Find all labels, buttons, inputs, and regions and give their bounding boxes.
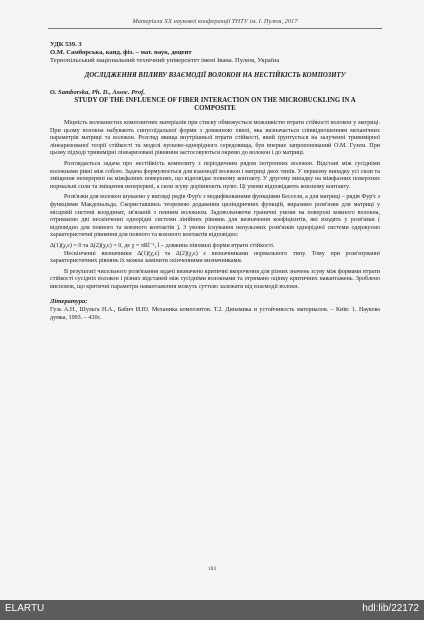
- repository-name: ELARTU: [5, 603, 45, 614]
- running-header: Матеріали XX наукової конференції ТНТУ ім. І. Пулюя, 2017: [48, 18, 382, 29]
- characteristic-equations: Δ(1)(χ,ε) = 0 та Δ(2)(χ,ε) = 0, де χ = πRl⁻¹, l – довжина півхвилі форми втрати стійкості.: [50, 242, 275, 249]
- handle-identifier: hdl:lib/22172: [362, 603, 419, 614]
- paragraph-3: Розв'язки для волокон шукаємо у вигляді рядів Фур'є з модифікованими функціями Бесселя, а для матриці – рядів Фур'є з функціями Макдональда. Скориставшись теоремою додавання циліндричних функцій, виразимо розв'язки для матриці у місцевій системі координат, зв'язаній з певним волокном. Задовольняючи граничні умови на поверхні кожного волокна, отримаємо дві нескінченні однорідні системи лінійних рівнянь для визначення коефіцієнтів, які входять у розв'язки ( відповідно для повного та ковзного контактів ). З умови існування ненульових розв'язків однорідної системи одержуємо характеристичні рівняння для повного та ковзного контактів відповідно:: [50, 194, 380, 239]
- paragraph-5: В результаті чисельного розв'язання задачі визначено критичні вкорочення для різних значень зсуву між формами втрати стійкості сусідніх волокон і різних відстаней між сусідніми волокнами та отримано оцінку критичних навантажень. Зроблено висновок, що критичні параметри навантаження можуть суттєво залежати від взаємодії волокн.: [50, 268, 380, 290]
- udc-code: УДК 539. 3: [50, 41, 82, 48]
- title-ukrainian: ДОСЛІДЖЕННЯ ВПЛИВУ ВЗАЄМОДІЇ ВОЛОКОН НА НЕСТІЙКІСТЬ КОМПОЗИТУ: [84, 72, 346, 79]
- paragraph-1: Міцність волокнистих композитних матеріалів при стиску обмежується можливістю втрати стійкості волокон у матриці. При цьому волокна набувають синусоїдальної форми з довжиною хвилі, яка визначається співвідношенням механічних параметрів матриці та волокон. Розгляд явища внутрішньої втрати стійкості, який ґрунтується на залученні тривимірної лінеаризованої теорії стійкості та моделі кусково-однорідного середовища, був вперше запропонований О.М. Гузем. При цьому підході тривимірні лінеаризовані рівняння застосовуються окремо до волокон і до матриці.: [50, 120, 380, 157]
- author-line: О.М. Самборська, канд. фіз. – мат. наук, доцент: [50, 49, 192, 56]
- page-number: 183: [207, 566, 217, 572]
- literature-item: Гузь А.Н., Шульга Н.А., Бабич И.Ю. Механика композитов. Т.2. Динамика и устойчивость материалов. – Київ: 1. Наукова думка, 1993. – 430с.: [50, 307, 380, 322]
- repository-footer: [0, 600, 424, 620]
- affiliation: Тернопільський національний технічний університет імені Івана. Пулюя, Україна: [50, 57, 280, 64]
- paragraph-2: Розглядається задача про нестійкість композиту з періодичним рядом ізотропних волокон. Відстані між сусідніми волокнами рівні між собою. Задача формулюється для взаємодії волокон і матриці двох типів. У першому випадку усі сили та зміщення неперервні на міжфазних поверхнях, що відповідає повному контакту. У другому випадку на міжфазних поверхнях нормальні сили та зміщення неперервні, а сили зсуву дорівнюють нулю. Ці умови відповідають ковзному контакту.: [50, 160, 380, 190]
- title-english: STUDY OF THE INFLUENCE OF FIBER INTERACTION ON THE MICROBUCKLING IN A COMPOSITE: [74, 97, 356, 112]
- literature-heading: Література:: [50, 298, 88, 306]
- author-english: O. Samborska, Ph. D., Assoc. Prof.: [50, 89, 146, 96]
- paragraph-4: Нескінченні визначники Δ(1)(χ,ε) та Δ(2)(χ,ε) є визначниками нормального типу. Тому при розв'язуванні характеристичних рівнянь їх можна замінити скінченними визначниками.: [50, 250, 380, 265]
